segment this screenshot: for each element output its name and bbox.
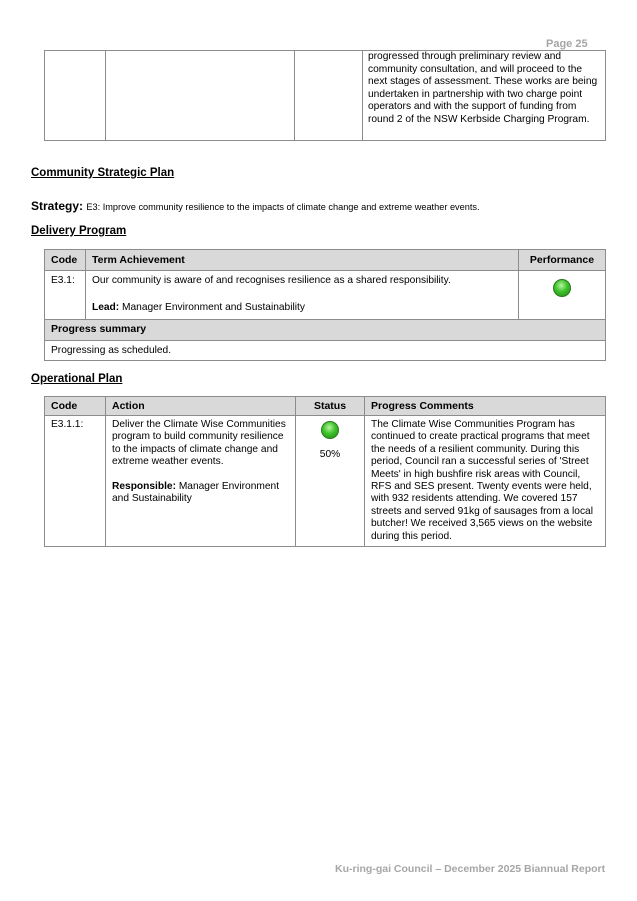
col-header-code: Code [45, 250, 86, 271]
empty-status-cell [295, 51, 363, 141]
responsible-value: Manager Environment and Sustainability [112, 480, 280, 505]
table-header-row [45, 250, 606, 271]
lead-line [92, 302, 512, 313]
col-header-progress-comments: Progress Comments [365, 397, 606, 416]
delivery-program-heading: Delivery Program [31, 225, 127, 237]
responsible-label: Responsible: [112, 480, 176, 492]
continued-table [44, 50, 606, 141]
operational-plan-heading: Operational Plan [31, 373, 123, 385]
status-indicator-icon [321, 421, 339, 439]
table-row [45, 416, 606, 547]
col-header-term-achievement: Term Achievement [86, 250, 519, 271]
lead-label: Lead: [92, 302, 120, 313]
progress-comments-text: The Climate Wise Communities Program has continued to create practical programs that meet the needs of a resilient community. During this period, Council ran a successful series of 'Street Meets' in high bushfire risk areas with Council, RFS and SES present. Twenty events were held, with 932 residents attending. We covered 157 streets and served 91kg of sausages from a local butcher! We received 3,565 views on the website during this period. [365, 416, 606, 547]
continued-comment: progressed through preliminary review and community consultation, and will proceed to the next stages of assessment. These works are being undertaken in partnership with two charge point operators and with the support of funding from round 2 of the NSW Kerbside Charging Program. [363, 51, 606, 141]
table-header-row [45, 397, 606, 416]
status-percent: 50% [319, 449, 341, 461]
page-number: Page 25 [546, 38, 588, 50]
col-header-code: Code [45, 397, 106, 416]
progress-summary-header: Progress summary [45, 320, 606, 341]
action-code: E3.1.1: [45, 416, 106, 547]
strategy-label: Strategy: [31, 199, 84, 213]
delivery-program-table [44, 249, 606, 361]
operational-plan-table [44, 396, 606, 547]
footer-title: Ku-ring-gai Council – December 2025 Biannual Report [335, 863, 606, 875]
performance-cell [519, 271, 606, 320]
status-cell [296, 416, 365, 547]
empty-action-cell [106, 51, 295, 141]
action-cell [106, 416, 296, 547]
lead-value: Manager Environment and Sustainability [122, 302, 305, 313]
strategy-line [31, 199, 480, 213]
col-header-action: Action [106, 397, 296, 416]
performance-status-icon [553, 279, 571, 297]
col-header-status: Status [296, 397, 365, 416]
col-header-performance: Performance [519, 250, 606, 271]
term-achievement-text: Our community is aware of and recognises resilience as a shared responsibility. [92, 275, 451, 286]
term-achievement-cell [86, 271, 519, 320]
progress-summary-header-row [45, 320, 606, 341]
responsible-line [112, 481, 289, 506]
progress-summary-row [45, 341, 606, 361]
action-text: Deliver the Climate Wise Communities program to build community resilience to the impacts of climate change and extreme weather events. [112, 419, 286, 468]
community-strategic-plan-heading: Community Strategic Plan [31, 167, 175, 179]
empty-code-cell [45, 51, 106, 141]
table-row [45, 51, 606, 141]
delivery-code: E3.1: [45, 271, 86, 320]
strategy-text: E3: Improve community resilience to the impacts of climate change and extreme weather events. [86, 202, 480, 212]
table-row [45, 271, 606, 320]
progress-summary-text: Progressing as scheduled. [45, 341, 606, 361]
